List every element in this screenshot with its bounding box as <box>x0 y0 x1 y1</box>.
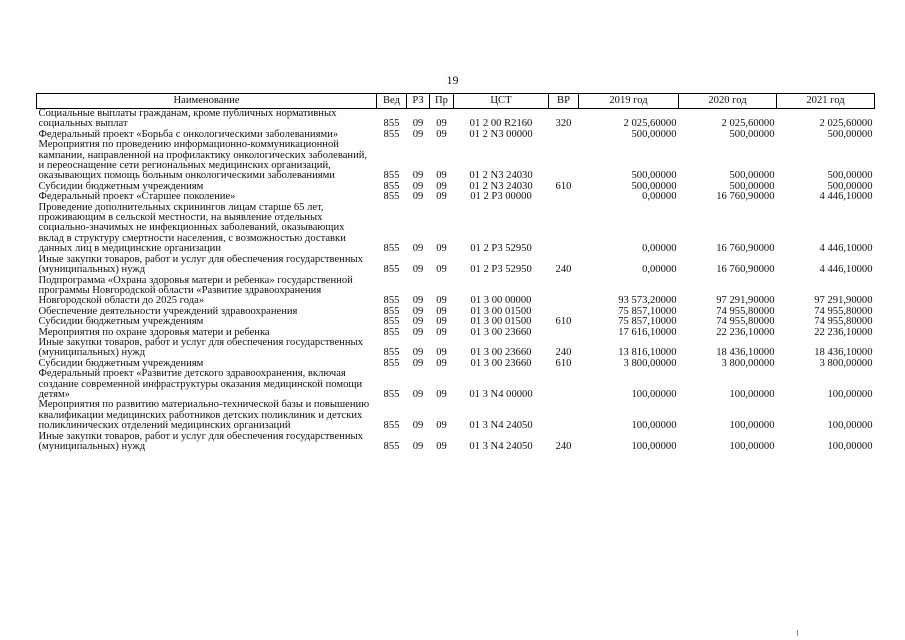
row-ved-cell: 855 <box>383 118 400 130</box>
row-ved-cell: 855 <box>383 388 400 400</box>
table-header-row <box>37 94 875 109</box>
header-cst: ЦСТ <box>454 94 549 109</box>
row-2020-cell: 2 025,60000 <box>721 118 775 130</box>
row-ved-cell: 855 <box>383 264 400 276</box>
row-2020-cell: 97 291,90000 <box>716 295 775 307</box>
row-rz-cell: 09 <box>412 347 424 359</box>
row-rz-cell: 09 <box>412 326 424 338</box>
row-vr-cell: 610 <box>555 316 572 328</box>
row-2021-cell: 4 446,10000 <box>819 243 873 255</box>
row-2020-cell: 100,00000 <box>729 420 775 432</box>
row-2021-cell: 4 446,10000 <box>819 191 873 203</box>
row-vr-cell: 240 <box>555 441 572 452</box>
row-ved-cell: 855 <box>383 326 400 338</box>
table-row <box>37 203 875 255</box>
row-name-cell: Федеральный проект «Старшее поколение» <box>38 191 236 203</box>
row-2019-cell: 2 025,60000 <box>623 118 677 130</box>
table-row <box>37 140 875 182</box>
row-2021-cell: 100,00000 <box>827 441 873 452</box>
row-name-cell: Субсидии бюджетным учреждениям <box>38 357 204 369</box>
row-pr-cell: 09 <box>436 243 447 255</box>
row-2019-cell: 75 857,10000 <box>618 316 677 328</box>
row-name-cell: Подпрограмма «Охрана здоровья матери и ребенка» государственной программы Новгородской области «Развитие здравоохранения Новгородской области до 2025 года» <box>38 274 353 307</box>
row-2019-cell: 500,00000 <box>631 128 677 140</box>
row-name-cell: Субсидии бюджетным учреждениям <box>38 180 204 192</box>
row-rz-cell: 09 <box>412 357 424 369</box>
header-pr: Пр <box>430 94 454 109</box>
row-ved-cell: 855 <box>383 305 400 317</box>
row-rz-cell: 09 <box>412 316 424 328</box>
row-ved-cell: 855 <box>383 128 400 140</box>
row-rz-cell: 09 <box>412 243 424 255</box>
row-cst-cell: 01 3 N4 00000 <box>469 388 533 400</box>
row-2021-cell: 22 236,10000 <box>814 326 873 338</box>
row-2020-cell: 74 955,80000 <box>716 305 775 317</box>
table-row <box>37 338 875 359</box>
row-name-cell: Федеральный проект «Борьба с онкологическими заболеваниями» <box>38 128 339 140</box>
table-row <box>37 109 875 130</box>
row-2021-cell: 100,00000 <box>827 388 873 400</box>
table-body <box>37 109 875 453</box>
row-ved-cell: 855 <box>383 191 400 203</box>
row-cst-cell: 01 3 00 01500 <box>470 316 532 328</box>
row-2020-cell: 500,00000 <box>729 128 775 140</box>
row-vr-cell: 240 <box>555 264 572 276</box>
row-name-cell: Иные закупки товаров, работ и услуг для обеспечения государственных (муниципальных) нужд <box>38 253 363 276</box>
row-pr-cell: 09 <box>436 170 447 182</box>
row-name-cell: Мероприятия по охране здоровья матери и ребенка <box>38 326 270 338</box>
row-2019-cell: 100,00000 <box>631 420 677 432</box>
row-2019-cell: 0,00000 <box>642 191 677 203</box>
row-vr-cell <box>549 130 579 140</box>
row-name-cell: Мероприятия по развитию материально-технической базы и повышению квалификации медицинских работников детских поликлиник и детских поликлинических отделений медицинских организаций <box>38 399 370 432</box>
row-2021-cell: 2 025,60000 <box>819 118 873 130</box>
row-rz-cell: 09 <box>412 441 424 452</box>
row-ved-cell: 855 <box>383 441 400 452</box>
row-2021-cell: 500,00000 <box>827 180 873 192</box>
page-number: 19 <box>446 73 459 87</box>
row-2021-cell: 3 800,00000 <box>819 357 873 369</box>
header-2019: 2019 год <box>579 94 679 109</box>
row-name-cell: Мероприятия по проведению информационно-коммуникационной кампании, направленной на профилактику онкологических заболеваний, и переоснащение сети региональных медицинских организаций, оказывающих помощь больным онкологическими заболеваниями <box>38 139 368 182</box>
row-2020-cell: 16 760,90000 <box>716 191 775 203</box>
row-cst-cell: 01 2 P3 52950 <box>470 243 532 255</box>
row-rz-cell: 09 <box>412 191 424 203</box>
row-ved-cell: 855 <box>383 243 400 255</box>
row-2020-cell: 500,00000 <box>729 180 775 192</box>
row-2019-cell: 75 857,10000 <box>618 305 677 317</box>
row-pr-cell: 09 <box>436 191 447 203</box>
row-rz-cell: 09 <box>412 128 424 140</box>
row-rz-cell: 09 <box>412 420 424 432</box>
row-2019-cell: 3 800,00000 <box>623 357 677 369</box>
row-vr-cell: 320 <box>555 118 572 130</box>
row-2020-cell: 16 760,90000 <box>716 264 775 276</box>
row-2020-cell: 74 955,80000 <box>716 316 775 328</box>
row-cst-cell: 01 2 N3 00000 <box>469 128 533 140</box>
row-2021-cell: 18 436,10000 <box>814 347 873 359</box>
row-2019-cell: 0,00000 <box>642 243 677 255</box>
row-name-cell: Иные закупки товаров, работ и услуг для обеспечения государственных (муниципальных) нужд <box>38 336 363 359</box>
row-2021-cell: 500,00000 <box>827 128 873 140</box>
row-ved-cell: 855 <box>383 347 400 359</box>
row-pr-cell: 09 <box>436 128 447 140</box>
row-vr-cell <box>549 192 579 202</box>
row-cst-cell: 01 3 N4 24050 <box>469 420 533 432</box>
row-pr-cell: 09 <box>436 388 447 400</box>
row-2020-cell: 16 760,90000 <box>716 243 775 255</box>
row-2020-cell: 18 436,10000 <box>716 347 775 359</box>
row-2019-cell: 100,00000 <box>631 441 677 452</box>
row-2019-cell: 500,00000 <box>631 170 677 182</box>
row-pr-cell: 09 <box>436 326 447 338</box>
row-rz-cell: 09 <box>412 295 424 307</box>
row-pr-cell: 09 <box>436 420 447 432</box>
row-name-cell: Социальные выплаты гражданам, кроме публичных нормативных социальных выплат <box>38 108 337 130</box>
row-name-cell: Субсидии бюджетным учреждениям <box>38 316 204 328</box>
row-rz-cell: 09 <box>412 305 424 317</box>
row-vr-cell: 610 <box>555 357 572 369</box>
row-pr-cell: 09 <box>436 295 447 307</box>
header-ved: Вед <box>377 94 407 109</box>
row-2019-cell: 100,00000 <box>631 388 677 400</box>
row-ved-cell: 855 <box>383 316 400 328</box>
row-2019-cell: 0,00000 <box>642 264 677 276</box>
row-rz-cell: 09 <box>412 118 424 130</box>
row-2020-cell: 500,00000 <box>729 170 775 182</box>
row-pr-cell: 09 <box>436 441 447 452</box>
row-pr-cell: 09 <box>436 316 447 328</box>
header-2021: 2021 год <box>777 94 875 109</box>
row-2021-cell: 74 955,80000 <box>814 305 873 317</box>
row-cst-cell: 01 2 P3 00000 <box>470 191 532 203</box>
row-vr-cell <box>549 369 579 400</box>
row-name-cell: Обеспечение деятельности учреждений здравоохранения <box>38 305 298 317</box>
header-rz: РЗ <box>407 94 430 109</box>
table-row <box>37 369 875 400</box>
scan-mark <box>797 630 798 636</box>
table-row <box>37 432 875 453</box>
row-2021-cell: 100,00000 <box>827 420 873 432</box>
row-pr-cell: 09 <box>436 347 447 359</box>
header-2020: 2020 год <box>679 94 777 109</box>
row-vr-cell <box>549 140 579 182</box>
row-2021-cell: 500,00000 <box>827 170 873 182</box>
row-vr-cell: 240 <box>555 347 572 359</box>
row-cst-cell: 01 3 00 01500 <box>470 305 532 317</box>
row-ved-cell: 855 <box>383 170 400 182</box>
row-ved-cell: 855 <box>383 357 400 369</box>
row-2020-cell: 3 800,00000 <box>721 357 775 369</box>
row-2020-cell: 100,00000 <box>729 441 775 452</box>
row-name-cell: Проведение дополнительных скринингов лицам старше 65 лет, проживающим в сельской местности, на выявление отдельных социально-значимых не инфекционных заболеваний, оказывающих вклад в структуру смертности населения, с возможностью доставки данных лиц в медицинские организации <box>38 201 346 255</box>
row-pr-cell: 09 <box>436 305 447 317</box>
row-pr-cell: 09 <box>436 180 447 192</box>
row-2019-cell: 93 573,20000 <box>618 295 677 307</box>
table-row <box>37 400 875 431</box>
header-name: Наименование <box>37 94 377 109</box>
row-cst-cell: 01 3 00 23660 <box>470 357 532 369</box>
row-2021-cell: 74 955,80000 <box>814 316 873 328</box>
row-rz-cell: 09 <box>412 388 424 400</box>
row-pr-cell: 09 <box>436 264 447 276</box>
table-row <box>37 255 875 276</box>
budget-table <box>36 93 875 452</box>
row-name-cell: Федеральный проект «Развитие детского здравоохранения, включая создание современной инфраструктуры оказания медицинской помощи детям» <box>38 368 363 400</box>
row-cst-cell: 01 3 N4 24050 <box>469 441 533 452</box>
row-cst-cell: 01 2 N3 24030 <box>469 180 533 192</box>
row-vr-cell <box>549 400 579 431</box>
row-2019-cell: 17 616,10000 <box>618 326 677 338</box>
row-cst-cell: 01 2 00 R2160 <box>469 118 533 130</box>
row-rz-cell: 09 <box>412 170 424 182</box>
row-vr-cell <box>549 203 579 255</box>
row-2019-cell: 13 816,10000 <box>618 347 677 359</box>
row-ved-cell: 855 <box>383 295 400 307</box>
row-2020-cell: 100,00000 <box>729 388 775 400</box>
row-ved-cell: 855 <box>383 180 400 192</box>
table-row <box>37 276 875 307</box>
row-name-cell: Иные закупки товаров, работ и услуг для обеспечения государственных (муниципальных) нужд <box>38 430 363 452</box>
row-vr-cell <box>549 328 579 338</box>
row-2020-cell: 22 236,10000 <box>716 326 775 338</box>
row-ved-cell: 855 <box>383 420 400 432</box>
header-vr: ВР <box>549 94 579 109</box>
row-2021-cell: 97 291,90000 <box>814 295 873 307</box>
row-cst-cell: 01 2 N3 24030 <box>469 170 533 182</box>
row-pr-cell: 09 <box>436 357 447 369</box>
table-row <box>37 317 875 327</box>
row-vr-cell: 610 <box>555 180 572 192</box>
row-2019-cell: 500,00000 <box>631 180 677 192</box>
row-2021-cell: 4 446,10000 <box>819 264 873 276</box>
row-cst-cell: 01 2 P3 52950 <box>470 264 532 276</box>
row-rz-cell: 09 <box>412 264 424 276</box>
row-cst-cell: 01 3 00 23660 <box>470 347 532 359</box>
row-cst-cell: 01 3 00 23660 <box>470 326 532 338</box>
row-rz-cell: 09 <box>412 180 424 192</box>
row-pr-cell: 09 <box>436 118 447 130</box>
row-cst-cell: 01 3 00 00000 <box>470 295 532 307</box>
row-vr-cell <box>549 276 579 307</box>
